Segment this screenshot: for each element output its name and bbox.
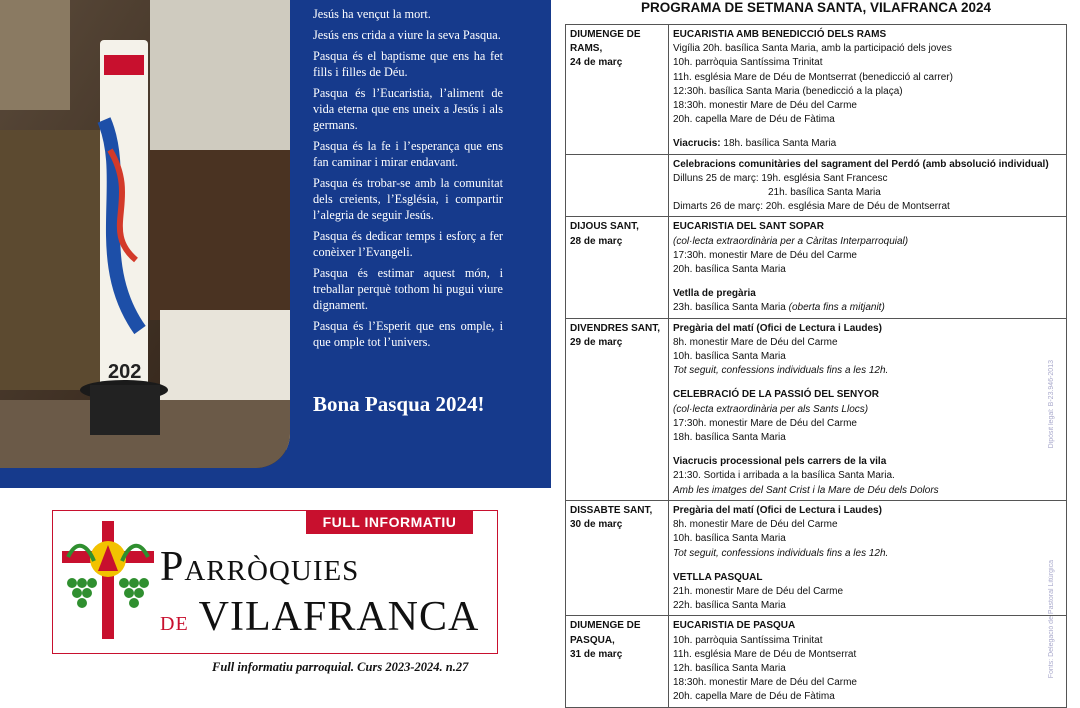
event-heading: EUCARISTIA AMB BENEDICCIÓ DELS RAMS bbox=[673, 29, 887, 40]
event-line: Viacrucis: 18h. basílica Santa Maria bbox=[673, 138, 837, 150]
program-day-line: 29 de març bbox=[570, 336, 623, 348]
program-day-line: DISSABTE SANT, bbox=[570, 504, 653, 516]
event-heading: CELEBRACIÓ DE LA PASSIÓ DEL SENYOR bbox=[673, 389, 879, 401]
cross-grapes-icon bbox=[58, 517, 158, 639]
program-day bbox=[566, 616, 669, 707]
program-day-line: DIVENDRES SANT, bbox=[570, 322, 661, 334]
event-line: 10h. basílica Santa Maria bbox=[673, 533, 786, 545]
event-line: 8h. monestir Mare de Déu del Carme bbox=[673, 519, 838, 531]
event-line: 12:30h. basílica Santa Maria (benedicció a la plaça) bbox=[673, 85, 903, 97]
program-day-line: DIUMENGE DE bbox=[570, 29, 641, 40]
logo-title-parroquies: Parròquies bbox=[160, 544, 360, 590]
event-line: Amb les imatges del Sant Crist i la Mare de Déu dels Dolors bbox=[673, 484, 939, 496]
event-heading: Viacrucis processional pels carrers de la vila bbox=[673, 456, 887, 468]
program-events bbox=[669, 154, 1067, 217]
event-line: 21h. monestir Mare de Déu del Carme bbox=[673, 585, 844, 597]
event-heading: Pregària del matí (Ofici de Lectura i Laudes) bbox=[673, 322, 882, 334]
easter-paragraph: Pasqua és l’Eucaristia, l’aliment de vida eterna que ens uneix a Jesús i als germans. bbox=[313, 86, 503, 132]
issue-footer: Full informatiu parroquial. Curs 2023-2024. n.27 bbox=[212, 660, 469, 674]
program-row bbox=[566, 217, 1067, 318]
event-line: Tot seguit, confessions individuals fins a les 12h. bbox=[673, 547, 889, 559]
program-row bbox=[566, 500, 1067, 615]
event-line: 17:30h. monestir Mare de Déu del Carme bbox=[673, 417, 857, 429]
event-line: 22h. basílica Santa Maria bbox=[673, 600, 786, 612]
logo-title-vilafranca bbox=[160, 593, 479, 641]
program-day bbox=[566, 318, 669, 500]
event-line: 10h. parròquia Santíssima Trinitat bbox=[673, 634, 823, 646]
program-table bbox=[565, 24, 1067, 708]
event-line: 18h. basílica Santa Maria bbox=[673, 432, 786, 444]
event-line: 11h. església Mare de Déu de Montserrat (benedicció al carrer) bbox=[673, 71, 953, 83]
program-day-line bbox=[570, 158, 664, 172]
event-heading: VETLLA PASQUAL bbox=[673, 571, 763, 583]
program-events bbox=[669, 217, 1067, 318]
candle-illustration bbox=[0, 0, 290, 468]
easter-paragraph: Jesús ha vençut la mort. bbox=[313, 7, 431, 21]
event-line: 20h. basílica Santa Maria bbox=[673, 264, 786, 276]
event-line: 8h. monestir Mare de Déu del Carme bbox=[673, 336, 838, 348]
event-line: 18:30h. monestir Mare de Déu del Carme bbox=[673, 100, 857, 112]
program-day-line: 31 de març bbox=[570, 648, 623, 660]
program-day-line: 30 de març bbox=[570, 519, 623, 531]
event-line: Dilluns 25 de març: 19h. església Sant Francesc bbox=[673, 172, 888, 184]
source-note: Fonts: Delegació de Pastoral Litúrgica bbox=[1048, 560, 1055, 679]
event-heading: EUCARISTIA DEL SANT SOPAR bbox=[673, 221, 824, 233]
event-heading: Celebracions comunitàries del sagrament del Perdó (amb absolució individual) bbox=[673, 158, 1049, 170]
full-informatiu-badge: FULL INFORMATIU bbox=[306, 510, 473, 534]
easter-paragraph: Pasqua és el baptisme que ens ha fet fills i filles de Déu. bbox=[313, 49, 503, 79]
event-line: 17:30h. monestir Mare de Déu del Carme bbox=[673, 249, 857, 261]
event-note: (oberta fins a mitjanit) bbox=[788, 302, 885, 314]
program-day bbox=[566, 217, 669, 318]
program-day-line: 24 de març bbox=[570, 57, 623, 69]
event-line: 18:30h. monestir Mare de Déu del Carme bbox=[673, 677, 857, 689]
program-day-line: PASQUA, bbox=[570, 634, 615, 646]
easter-greeting: Bona Pasqua 2024! bbox=[313, 392, 485, 416]
program-row bbox=[566, 616, 1067, 707]
event-line bbox=[673, 301, 1062, 315]
program-events bbox=[669, 616, 1067, 707]
easter-paragraph: Pasqua és trobar-se amb la comunitat dels creients, l’Església, i compartir l’alegria de seguir Jesús. bbox=[313, 176, 503, 222]
program-day-line: DIUMENGE DE bbox=[570, 620, 641, 632]
program-day-line: RAMS, bbox=[570, 43, 603, 55]
event-line: 20h. capella Mare de Déu de Fàtima bbox=[673, 114, 835, 126]
logo-title-de: de bbox=[160, 606, 189, 637]
event-line: 10h. basílica Santa Maria bbox=[673, 351, 786, 363]
program-events bbox=[669, 500, 1067, 615]
program-title: PROGRAMA DE SETMANA SANTA, VILAFRANCA 2024 bbox=[640, 0, 992, 15]
event-line: Vigília 20h. basílica Santa Maria, amb la participació dels joves bbox=[673, 43, 952, 55]
easter-paragraph: Pasqua és l’Esperit que ens omple, i que omple tot l’univers. bbox=[313, 319, 503, 349]
legal-deposit-note: Dipòsit legal: B-23.946-2013 bbox=[1048, 360, 1055, 449]
program-row bbox=[566, 25, 1067, 155]
logo-title-city: VILAFRANCA bbox=[198, 594, 480, 640]
easter-message bbox=[313, 6, 503, 355]
event-line: (col·lecta extraordinària per als Sants Llocs) bbox=[673, 403, 869, 415]
program-day-line: DIJOUS SANT, bbox=[570, 221, 639, 233]
spacer bbox=[673, 277, 1062, 287]
event-line: Dimarts 26 de març: 20h. església Mare de Déu de Montserrat bbox=[673, 201, 950, 213]
spacer bbox=[673, 127, 1062, 137]
event-line: 21:30. Sortida i arribada a la basílica Santa Maria. bbox=[673, 470, 895, 482]
event-line: Tot seguit, confessions individuals fins a les 12h. bbox=[673, 365, 889, 377]
easter-paragraph: Pasqua és estimar aquest món, i treballar perquè tothom hi pugui viure dignament. bbox=[313, 266, 503, 312]
program-day bbox=[566, 154, 669, 217]
event-line: 20h. capella Mare de Déu de Fàtima bbox=[673, 691, 835, 703]
program-events bbox=[669, 318, 1067, 500]
program-day-line: 28 de març bbox=[570, 235, 623, 247]
candle-year: 202 bbox=[108, 361, 142, 383]
spacer bbox=[673, 561, 1062, 571]
event-line: (col·lecta extraordinària per a Càritas Interparroquial) bbox=[673, 235, 909, 247]
event-heading: Pregària del matí (Ofici de Lectura i Laudes) bbox=[673, 504, 882, 516]
easter-paragraph: Jesús ens crida a viure la seva Pasqua. bbox=[313, 28, 501, 42]
event-heading: EUCARISTIA DE PASQUA bbox=[673, 620, 796, 632]
program-day bbox=[566, 500, 669, 615]
event-line: 10h. parròquia Santíssima Trinitat bbox=[673, 57, 823, 69]
event-line: 21h. basílica Santa Maria bbox=[768, 187, 881, 199]
program-events bbox=[669, 25, 1067, 155]
easter-paragraph: Pasqua és dedicar temps i esforç a fer conèixer l’Evangeli. bbox=[313, 229, 503, 259]
event-line: 11h. església Mare de Déu de Montserrat bbox=[673, 648, 857, 660]
cover-panel bbox=[0, 0, 551, 488]
event-line: 12h. basílica Santa Maria bbox=[673, 662, 786, 674]
program-row bbox=[566, 318, 1067, 500]
spacer bbox=[673, 445, 1062, 455]
event-heading: Vetlla de pregària bbox=[673, 288, 756, 300]
program-day bbox=[566, 25, 669, 155]
spacer bbox=[673, 378, 1062, 388]
event-time: 23h. basílica Santa Maria bbox=[673, 302, 786, 314]
program-row bbox=[566, 154, 1067, 217]
easter-candle-photo bbox=[0, 0, 290, 468]
easter-paragraph: Pasqua és la fe i l’esperança que ens fan caminar i mirar endavant. bbox=[313, 139, 503, 169]
